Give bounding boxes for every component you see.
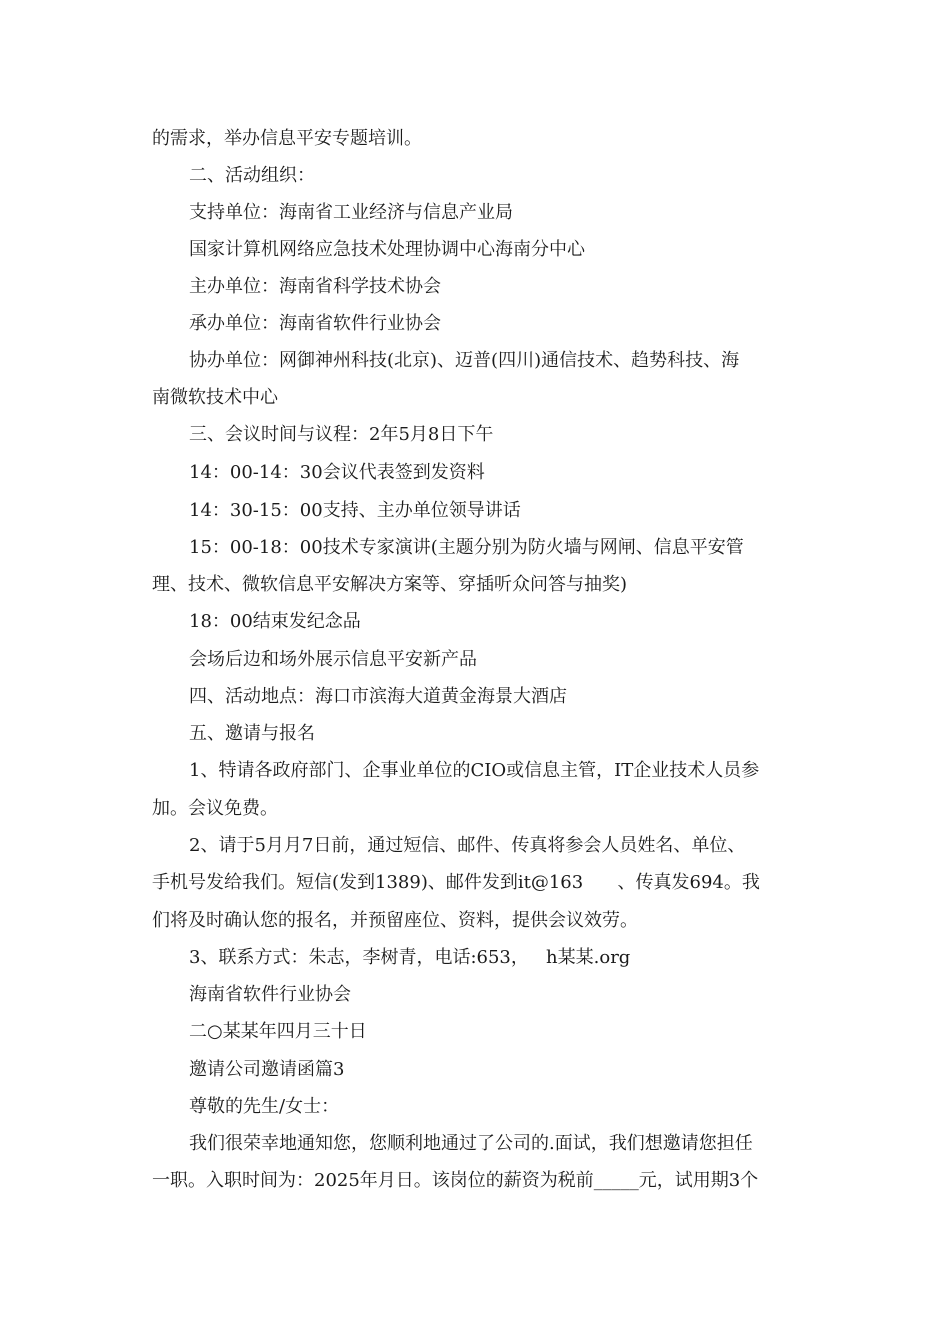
- text-line: 国家计算机网络应急技术处理协调中心海南分中心: [189, 239, 585, 260]
- text-line: 主办单位：海南省科学技术协会: [189, 276, 441, 297]
- text-line: 协办单位：网御神州科技(北京)、迈普(四川)通信技术、趋势科技、海: [189, 350, 740, 371]
- signature-date: 二○某某年四月三十日: [189, 1021, 367, 1042]
- text-line: 会场后边和场外展示信息平安新产品: [189, 649, 477, 670]
- text-line: 支持单位：海南省工业经济与信息产业局: [189, 202, 513, 223]
- salutation: 尊敬的先生/女士：: [189, 1096, 340, 1117]
- section-heading: 邀请公司邀请函篇3: [189, 1059, 345, 1080]
- section-heading: 五、邀请与报名: [189, 723, 315, 744]
- text-line: 们将及时确认您的报名，并预留座位、资料，提供会议效劳。: [152, 910, 638, 931]
- text-line: 2、请于5月月7日前，通过短信、邮件、传真将参会人员姓名、单位、: [189, 835, 746, 856]
- agenda-item: 14：30-15：00支持、主办单位领导讲话: [189, 500, 521, 521]
- agenda-item: 18：00结束发纪念品: [189, 611, 361, 632]
- text-line: 加。会议免费。: [152, 798, 278, 819]
- text-line: 1、特请各政府部门、企事业单位的CIO或信息主管，IT企业技术人员参: [189, 760, 760, 781]
- text-line: 承办单位：海南省软件行业协会: [189, 313, 441, 334]
- text-line: 手机号发给我们。短信(发到1389)、邮件发到it@163 、传真发694。我: [152, 872, 760, 893]
- section-heading: 二、活动组织：: [189, 165, 315, 186]
- contact-line: 3、联系方式：朱志，李树青，电话:653， h某某.org: [189, 947, 631, 968]
- agenda-item: 14：00-14：30会议代表签到发资料: [189, 462, 485, 483]
- agenda-item: 15：00-18：00技术专家演讲(主题分别为防火墙与网闸、信息平安管: [189, 537, 744, 558]
- text-line: 南微软技术中心: [152, 387, 278, 408]
- text-line: 一职。入职时间为：2025年月日。该岗位的薪资为税前_____元，试用期3个: [152, 1170, 759, 1191]
- text-line: 我们很荣幸地通知您，您顺利地通过了公司的.面试，我们想邀请您担任: [189, 1133, 753, 1154]
- agenda-item: 理、技术、微软信息平安解决方案等、穿插听众问答与抽奖): [152, 574, 628, 595]
- signature-org: 海南省软件行业协会: [189, 984, 351, 1005]
- text-line: 的需求，举办信息平安专题培训。: [152, 128, 422, 149]
- section-heading: 四、活动地点：海口市滨海大道黄金海景大酒店: [189, 686, 567, 707]
- section-heading: 三、会议时间与议程：2年5月8日下午: [189, 424, 494, 445]
